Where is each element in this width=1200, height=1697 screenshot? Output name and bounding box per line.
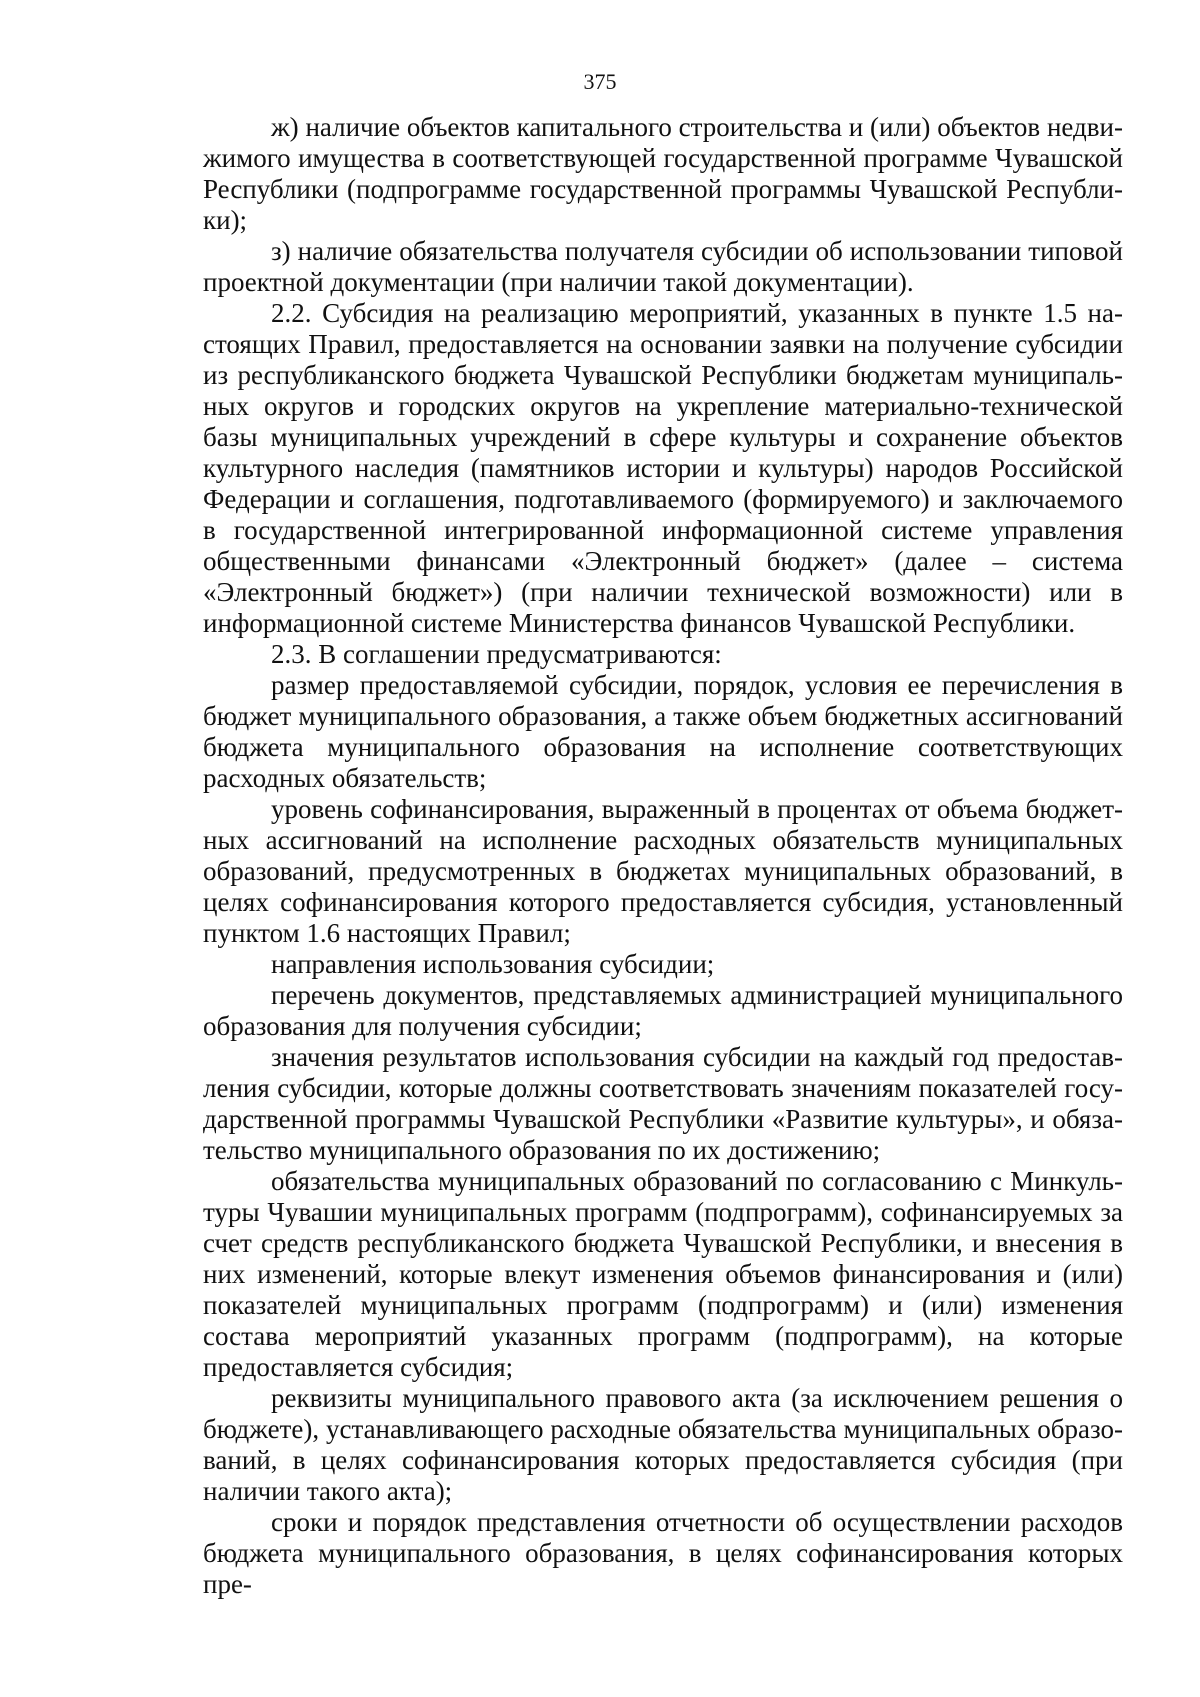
paragraph-z: з) наличие обязательства получателя субсидии об использовании типовой проектной документации (при наличии такой документации). xyxy=(203,236,1123,297)
paragraph-subsidy-size: размер предоставляемой субсидии, порядок, условия ее перечисления в бюджет муниципального образования, а также объем бюджетных ассигнований бюджета муниципального образования на исполнение соответствующих расходных обязательств; xyxy=(203,670,1123,793)
document-body xyxy=(203,112,1123,1600)
paragraph-legal-act-details: реквизиты муниципального правового акта (за исключением решения о бюджете), устанавливающего расходные обязательства муниципальных образований, в целях софинансирования которых предоставляется субсидия (при наличии такого акта); xyxy=(203,1383,1123,1506)
paragraph-municipal-obligations: обязательства муниципальных образований по согласованию с Минкультуры Чувашии муниципальных программ (подпрограмм), софинансируемых за счет средств республиканского бюджета Чувашской Республики, и внесения в них изменений, которые влекут изменения объемов финансирования и (или) показателей муниципальных программ (подпрограмм) и (или) изменения состава мероприятий указанных программ (подпрограмм), на которые предоставляется субсидия; xyxy=(203,1166,1123,1382)
paragraph-2-3: 2.3. В соглашении предусматриваются: xyxy=(271,639,722,669)
paragraph-zh: ж) наличие объектов капитального строительства и (или) объектов недвижимого имущества в соответствующей государственной программе Чувашской Республики (подпрограмме государственной программы Чувашской Республики); xyxy=(203,112,1123,235)
paragraph-2-2: 2.2. Субсидия на реализацию мероприятий, указанных в пункте 1.5 настоящих Правил, предоставляется на основании заявки на получение субсидии из республиканского бюджета Чувашской Республики бюджетам муниципальных округов и городских округов на укрепление материально-технической базы муниципальных учреждений в сфере культуры и сохранение объектов культурного наследия (памятников истории и культуры) народов Российской Федерации и соглашения, подготавливаемого (формируемого) и заключаемого в государственной интегрированной информационной системе управления общественными финансами «Электронный бюджет» (далее – система «Электронный бюджет») (при наличии технической возможности) или в информационной системе Министерства финансов Чувашской Республики. xyxy=(203,298,1123,638)
paragraph-reporting-terms: сроки и порядок представления отчетности об осуществлении расходов бюджета муниципального образования, в целях софинансирования которых пре- xyxy=(203,1507,1123,1599)
paragraph-documents-list: перечень документов, представляемых администрацией муниципального образования для получения субсидии; xyxy=(203,980,1123,1041)
paragraph-usage-directions: направления использования субсидии; xyxy=(271,949,715,979)
page-number: 375 xyxy=(583,69,617,94)
paragraph-cofinancing-level: уровень софинансирования, выраженный в процентах от объема бюджетных ассигнований на исполнение расходных обязательств муниципальных образований, предусмотренных в бюджетах муниципальных образований, в целях софинансирования которого предоставляется субсидия, установленный пунктом 1.6 настоящих Правил; xyxy=(203,794,1123,948)
paragraph-result-values: значения результатов использования субсидии на каждый год предоставления субсидии, которые должны соответствовать значениям показателей государственной программы Чувашской Республики «Развитие культуры», и обязательство муниципального образования по их достижению; xyxy=(203,1042,1123,1165)
